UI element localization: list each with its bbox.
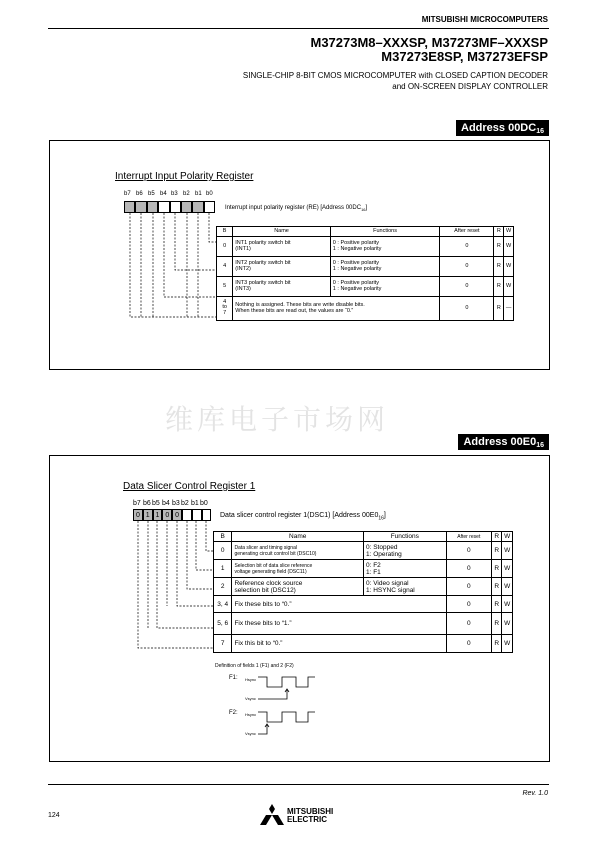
header-name: Name bbox=[232, 532, 364, 542]
bit-cell: 0 bbox=[172, 509, 182, 521]
description-line-1: SINGLE-CHIP 8-BIT CMOS MICROCOMPUTER with CLOSED CAPTION DECODER bbox=[242, 71, 548, 80]
bit-label: b6 bbox=[143, 500, 151, 507]
bit-label: b5 bbox=[152, 500, 160, 507]
page-number: 124 bbox=[48, 812, 60, 819]
bit-number: 3, 4 bbox=[214, 596, 232, 613]
bit-label: b0 bbox=[200, 500, 208, 507]
bit-label: b0 bbox=[206, 191, 213, 197]
bit-label: b7 bbox=[133, 500, 141, 507]
bit-name: INT3 polarity switch bit (INT3) bbox=[233, 276, 331, 296]
bit-description: Fix this bit to “0.” bbox=[232, 635, 446, 653]
bit-number: 1 bbox=[214, 560, 232, 578]
register-name-2: Data slicer control register 1(DSC1) [Address $00E0_{16}$] bbox=[220, 512, 386, 522]
read-flag: R bbox=[492, 596, 502, 613]
bit-name: INT1 polarity switch bit (INT1) bbox=[233, 236, 331, 256]
bit-number: 4 to 7 bbox=[217, 296, 233, 320]
bit-function: 0 : Positive polarity 1 : Negative polarity bbox=[330, 276, 439, 296]
address-badge-00e0: Address $00E0_{16}$ bbox=[458, 434, 549, 450]
bit-function: 0: F2 1: F1 bbox=[363, 560, 446, 578]
f2-label: F2: bbox=[229, 710, 238, 716]
address-badge-00dc: Address $00DC_{16}$ bbox=[456, 120, 549, 136]
read-flag: R bbox=[492, 542, 502, 560]
header-r: R bbox=[494, 227, 504, 237]
after-reset-value: 0 bbox=[446, 578, 491, 596]
register-name-1: Interrupt input polarity register (RE) [Address $00DC_{16}$] bbox=[225, 205, 368, 213]
header-w: W bbox=[502, 532, 513, 542]
header-b: B bbox=[217, 227, 233, 237]
after-reset-value: 0 bbox=[440, 296, 494, 320]
bit-label: b4 bbox=[162, 500, 170, 507]
f2-hsync-label: Hsync bbox=[245, 712, 257, 717]
bit-label: b4 bbox=[160, 191, 167, 197]
bit-number: 5, 6 bbox=[214, 613, 232, 635]
f2-vsync-label: Vsync bbox=[245, 731, 256, 736]
header-r: R bbox=[492, 532, 502, 542]
register-title-2: Data Slicer Control Register 1 bbox=[123, 481, 256, 492]
footer-rule bbox=[48, 784, 549, 785]
bit-label: b5 bbox=[148, 191, 155, 197]
bit-number: 0 bbox=[217, 236, 233, 256]
header-name: Name bbox=[233, 227, 331, 237]
bit-function: 0 : Positive polarity 1 : Negative polarity bbox=[330, 236, 439, 256]
after-reset-value: 0 bbox=[446, 635, 491, 653]
f1-label: F1: bbox=[229, 675, 238, 681]
header-after-reset: After reset bbox=[440, 227, 494, 237]
header-functions: Functions bbox=[330, 227, 439, 237]
bit-label: b1 bbox=[191, 500, 199, 507]
bit-cell: 0 bbox=[162, 509, 172, 521]
f1-hsync-waveform bbox=[258, 677, 315, 687]
bit-label: b1 bbox=[195, 191, 202, 197]
write-flag: W bbox=[502, 542, 513, 560]
write-flag: W bbox=[502, 560, 513, 578]
bit-label: b6 bbox=[136, 191, 143, 197]
bit-number: 4 bbox=[217, 256, 233, 276]
bit-cell: 1 bbox=[143, 509, 153, 521]
bit-label: b3 bbox=[171, 191, 178, 197]
bit-name: INT2 polarity switch bit (INT2) bbox=[233, 256, 331, 276]
bit-number: 5 bbox=[217, 276, 233, 296]
bit-number: 0 bbox=[214, 542, 232, 560]
write-flag: W bbox=[502, 635, 513, 653]
read-flag: R bbox=[492, 635, 502, 653]
after-reset-value: 0 bbox=[446, 596, 491, 613]
model-line-1: M37273M8–XXXSP, M37273MF–XXXSP bbox=[310, 35, 548, 50]
read-flag: R bbox=[492, 578, 502, 596]
bit-label: b3 bbox=[172, 500, 180, 507]
read-flag: R bbox=[492, 560, 502, 578]
logo-text: MITSUBISHI ELECTRIC bbox=[287, 807, 334, 824]
header-functions: Functions bbox=[363, 532, 446, 542]
bit-name: Selection bit of data slice reference voltage generating field (DSC11) bbox=[232, 560, 364, 578]
bit-description: Fix these bits to “0.” bbox=[232, 596, 446, 613]
watermark-text: 维库电子市场网 bbox=[165, 403, 390, 436]
bit-name: Data slicer and timing signal generating circuit control bit (DSC10) bbox=[232, 542, 364, 560]
revision: Rev. 1.0 bbox=[522, 790, 548, 797]
f1-vsync-label: Vsync bbox=[245, 696, 256, 701]
read-flag: R bbox=[494, 296, 504, 320]
bit-cell: 1 bbox=[153, 509, 163, 521]
mitsubishi-logo-icon bbox=[258, 804, 286, 826]
bit-function: 0 : Positive polarity 1 : Negative polarity bbox=[330, 256, 439, 276]
f1-hsync-label: Hsync bbox=[245, 677, 257, 682]
write-flag: W bbox=[504, 236, 514, 256]
after-reset-value: 0 bbox=[446, 560, 491, 578]
after-reset-value: 0 bbox=[440, 236, 494, 256]
header-w: W bbox=[504, 227, 514, 237]
header-b: B bbox=[214, 532, 232, 542]
write-flag: W bbox=[502, 613, 513, 635]
after-reset-value: 0 bbox=[446, 613, 491, 635]
bit-description: Nothing is assigned. These bits are write disable bits. When these bits are read out, the values are “0.” bbox=[233, 296, 440, 320]
brand-header: MITSUBISHI MICROCOMPUTERS bbox=[421, 15, 548, 24]
bit-number: 2 bbox=[214, 578, 232, 596]
model-line-2: M37273E8SP, M37273EFSP bbox=[381, 49, 548, 64]
write-flag: W bbox=[504, 256, 514, 276]
field-definition-label: Definition of fields 1 (F1) and 2 (F2) bbox=[215, 663, 294, 669]
write-flag: W bbox=[504, 276, 514, 296]
f2-hsync-waveform bbox=[258, 712, 315, 722]
write-flag: W bbox=[502, 578, 513, 596]
read-flag: R bbox=[492, 613, 502, 635]
bit-description: Fix these bits to “1.” bbox=[232, 613, 446, 635]
read-flag: R bbox=[494, 256, 504, 276]
bit-name: Reference clock source selection bit (DSC12) bbox=[232, 578, 364, 596]
after-reset-value: 0 bbox=[440, 276, 494, 296]
write-flag: W bbox=[502, 596, 513, 613]
f1-vsync-waveform bbox=[258, 690, 287, 699]
bit-function: 0: Video signal 1: HSYNC signal bbox=[363, 578, 446, 596]
bit-label: b2 bbox=[181, 500, 189, 507]
bit-function: 0: Stopped 1: Operating bbox=[363, 542, 446, 560]
bit-number: 7 bbox=[214, 635, 232, 653]
bit-label: b2 bbox=[183, 191, 190, 197]
after-reset-value: 0 bbox=[446, 542, 491, 560]
bit-cell: 0 bbox=[133, 509, 143, 521]
read-flag: R bbox=[494, 276, 504, 296]
bit-label: b7 bbox=[124, 191, 131, 197]
write-flag: — bbox=[504, 296, 514, 320]
read-flag: R bbox=[494, 236, 504, 256]
after-reset-value: 0 bbox=[440, 256, 494, 276]
description-line-2: and ON-SCREEN DISPLAY CONTROLLER bbox=[392, 82, 548, 91]
header-after-reset: After reset bbox=[446, 532, 491, 542]
register-title-1: Interrupt Input Polarity Register bbox=[115, 171, 254, 182]
